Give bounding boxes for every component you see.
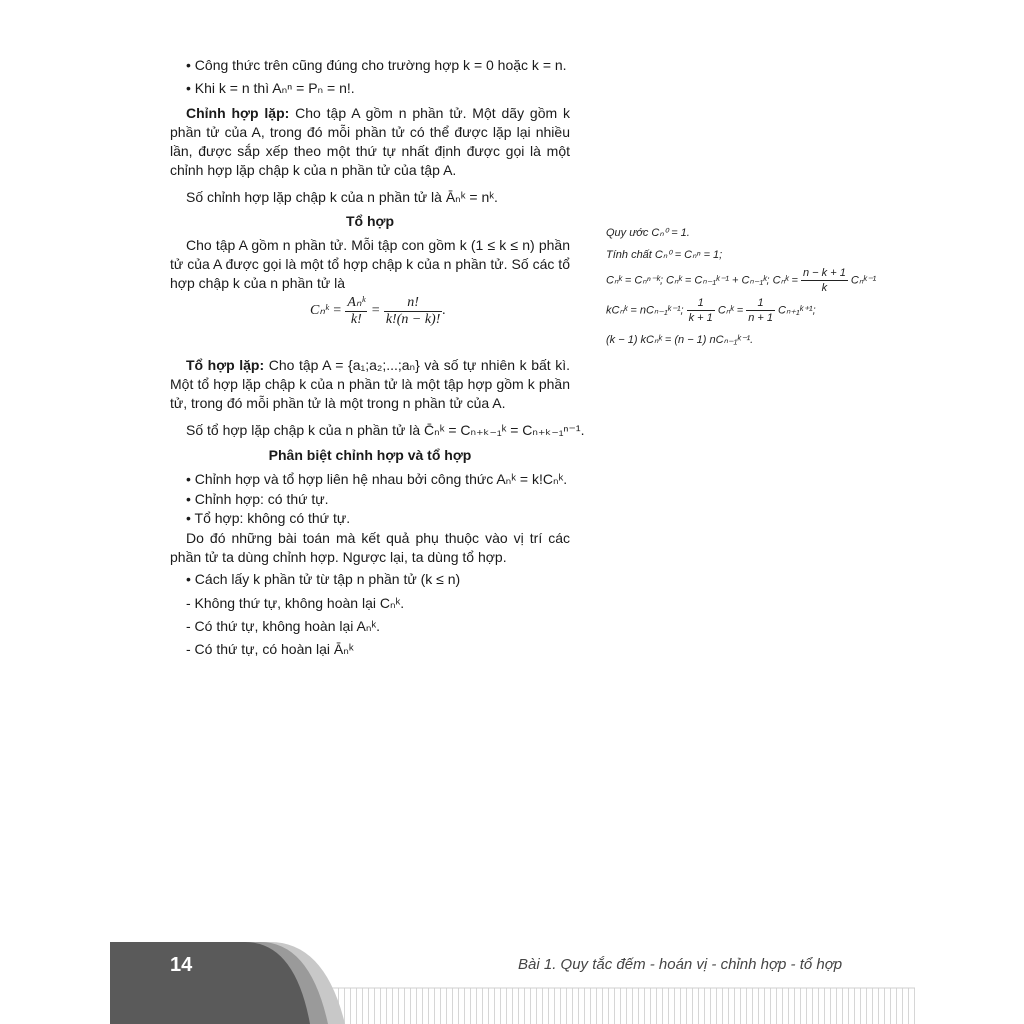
fraction-2-denominator: k!(n − k)! [385, 311, 441, 327]
footer-decoration [110, 942, 915, 1024]
repeated-combination-definition [170, 356, 570, 413]
sidebar-convention: Quy ước Cₙ⁰ = 1. [606, 227, 690, 239]
sidebar-fraction-1-numerator: n − k + 1 [803, 267, 846, 279]
sidebar-identity-2-c: Cₙ₊₁ᵏ⁺¹; [778, 304, 816, 317]
sidebar-identity-2-b: Cₙᵏ = [717, 304, 744, 317]
sidebar-identity-3: (k − 1) kCₙᵏ = (n − 1) nCₙ₋₁ᵏ⁻¹. [606, 334, 754, 346]
equals-sign: = [370, 303, 381, 319]
bullet-formula-note: • Công thức trên cũng đúng cho trường hợp k = 0 hoặc k = n. [186, 57, 567, 73]
repeated-arrangement-definition [170, 104, 570, 180]
sidebar-identity-1-b: Cₙᵏ⁻¹ [850, 274, 877, 287]
sidebar-fraction-3 [746, 296, 775, 325]
comparison-bullet-1: • Chỉnh hợp và tổ hợp liên hệ nhau bởi công thức Aₙᵏ = k!Cₙᵏ. [186, 471, 568, 487]
comparison-explanation: Do đó những bài toán mà kết quả phụ thuộc vào vị trí các phần tử ta dùng chỉnh hợp. Ngược lại, ta dùng tổ hợp. [170, 530, 570, 565]
selection-case-3: - Có thứ tự, có hoàn lại Āₙᵏ [186, 641, 354, 657]
combination-fraction-1 [345, 294, 367, 328]
selection-case-2: - Có thứ tự, không hoàn lại Aₙᵏ. [186, 618, 381, 634]
comparison-bullet-4: • Cách lấy k phần tử từ tập n phần tử (k ≤ n) [186, 571, 461, 587]
sidebar-fraction-2 [687, 296, 715, 325]
comparison-bullet-2: • Chỉnh hợp: có thứ tự. [186, 491, 329, 507]
combination-formula-lhs: Cₙᵏ = [310, 303, 342, 319]
sidebar-fraction-2-numerator: 1 [687, 296, 715, 311]
repeated-arrangement-text: Cho tập A gồm n phần tử. Một dãy gồm k phần tử của A, trong đó mỗi phần tử có thể được lặp lại nhiều lần, được sắp xếp theo một thứ tự nhất định được gọi là một chỉnh hợp lặp chập k của n phần tử của tập A. [170, 105, 570, 178]
sidebar-fraction-3-denominator: n + 1 [748, 312, 773, 324]
repeated-combination-text: Cho tập A = {a₁;a₂;...;aₙ} và số tự nhiên k bất kì. Một tổ hợp lặp chập k của n phần tử là một tập hợp gồm k phần tử, trong đó mỗi phần tử là một trong n phần tử của A. [170, 357, 570, 411]
sidebar-property: Tính chất Cₙ⁰ = Cₙⁿ = 1; [606, 249, 723, 261]
fraction-2-numerator: n! [384, 295, 443, 312]
fraction-1-numerator: Aₙᵏ [347, 295, 366, 310]
selection-case-1: - Không thứ tự, không hoàn lại Cₙᵏ. [186, 595, 405, 611]
sidebar-identity-2-a: kCₙᵏ = nCₙ₋₁ᵏ⁻¹; [606, 304, 684, 317]
combination-formula: Cₙᵏ = $\frac{\text{Aₙᵏ}}{k!}$ = $\frac{n!}{k!(n - k)!}$ . [310, 294, 446, 327]
combination-heading: Tổ hợp [345, 213, 395, 229]
chapter-title: Bài 1. Quy tắc đếm - hoán vị - chỉnh hợp - tổ hợp [518, 956, 843, 973]
combination-definition: Cho tập A gồm n phần tử. Mỗi tập con gồm k (1 ≤ k ≤ n) phần tử của A được gọi là một tổ hợp chập k của n phần tử. Số các tổ hợp chập k của n phần tử là [170, 237, 570, 291]
fraction-1-denominator: k! [350, 312, 362, 327]
footer-stripes [310, 988, 915, 1024]
repeated-combination-count: Số tổ hợp lặp chập k của n phần tử là C̄ₙᵏ = Cₙ₊ₖ₋₁ᵏ = Cₙ₊ₖ₋₁ⁿ⁻¹. [186, 422, 585, 438]
repeated-arrangement-label: Chỉnh hợp lặp: [186, 105, 290, 121]
page-number: 14 [170, 954, 193, 976]
sidebar-identity-2 [606, 296, 816, 325]
repeated-combination-label: Tổ hợp lặp: [186, 357, 265, 373]
sidebar-fraction-1-denominator: k [821, 282, 828, 294]
combination-fraction-2 [384, 295, 443, 328]
sidebar-fraction-1 [801, 266, 848, 295]
sidebar-fraction-3-numerator: 1 [746, 296, 775, 311]
comparison-heading: Phân biệt chỉnh hợp và tổ hợp [268, 447, 472, 463]
bullet-permutation-note: • Khi k = n thì Aₙⁿ = Pₙ = n!. [186, 80, 355, 96]
repeated-arrangement-count: Số chỉnh hợp lặp chập k của n phần tử là Āₙᵏ = nᵏ. [186, 189, 498, 205]
comparison-bullet-3: • Tổ hợp: không có thứ tự. [186, 510, 351, 526]
sidebar-identity-1-a: Cₙᵏ = Cₙⁿ⁻ᵏ; Cₙᵏ = Cₙ₋₁ᵏ⁻¹ + Cₙ₋₁ᵏ; Cₙᵏ = [606, 274, 798, 287]
sidebar-fraction-2-denominator: k + 1 [688, 312, 713, 324]
sidebar-identity-1 [606, 266, 876, 295]
